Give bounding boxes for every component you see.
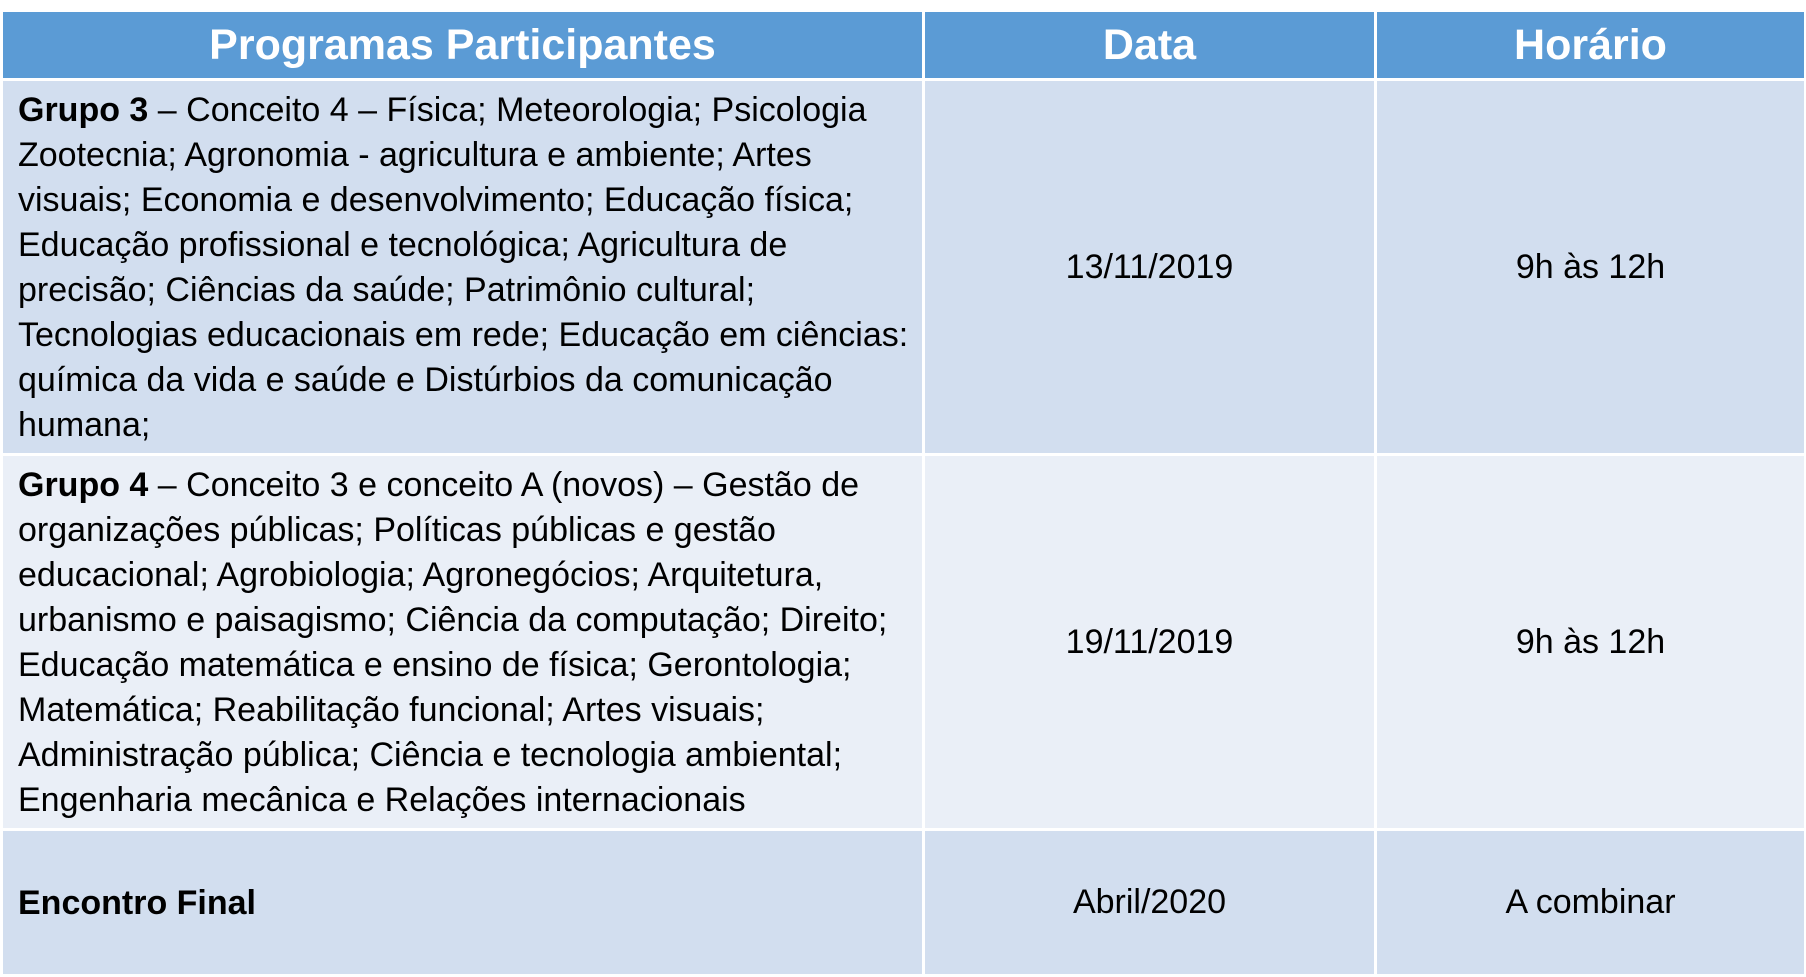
group-name: Grupo 4 <box>18 466 149 504</box>
date-cell: Abril/2020 <box>924 830 1376 976</box>
schedule-table <box>0 9 1806 977</box>
group-name: Grupo 3 <box>18 91 149 129</box>
group-name: Encontro Final <box>18 884 256 922</box>
group-description: – Conceito 4 – Física; Meteorologia; Psicologia Zootecnia; Agronomia - agricultura e ambiente; Artes visuais; Economia e desenvolvimento; Educação física; Educação profissional e tecnológica; Agricultura de precisão; Ciências da saúde; Patrimônio cultural; Tecnologias educacionais em rede; Educação em ciências: química da vida e saúde e Distúrbios da comunicação humana; <box>18 91 909 444</box>
table-row-grupo-3 <box>2 80 1806 455</box>
date-cell: 13/11/2019 <box>924 80 1376 455</box>
header-date: Data <box>924 11 1376 80</box>
header-programs: Programas Participantes <box>2 11 924 80</box>
time-cell: A combinar <box>1376 830 1806 976</box>
time-cell: 9h às 12h <box>1376 80 1806 455</box>
programs-cell <box>2 830 924 976</box>
date-cell: 19/11/2019 <box>924 455 1376 830</box>
programs-cell <box>2 455 924 830</box>
programs-cell <box>2 80 924 455</box>
header-row <box>2 11 1806 80</box>
table-row-encontro-final <box>2 830 1806 976</box>
group-description: – Conceito 3 e conceito A (novos) – Gestão de organizações públicas; Políticas públicas e gestão educacional; Agrobiologia; Agronegócios; Arquitetura, urbanismo e paisagismo; Ciência da computação; Direito; Educação matemática e ensino de física; Gerontologia; Matemática; Reabilitação funcional; Artes visuais; Administração pública; Ciência e tecnologia ambiental; Engenharia mecânica e Relações internacionais <box>18 466 888 819</box>
header-time: Horário <box>1376 11 1806 80</box>
time-cell: 9h às 12h <box>1376 455 1806 830</box>
table-row-grupo-4 <box>2 455 1806 830</box>
